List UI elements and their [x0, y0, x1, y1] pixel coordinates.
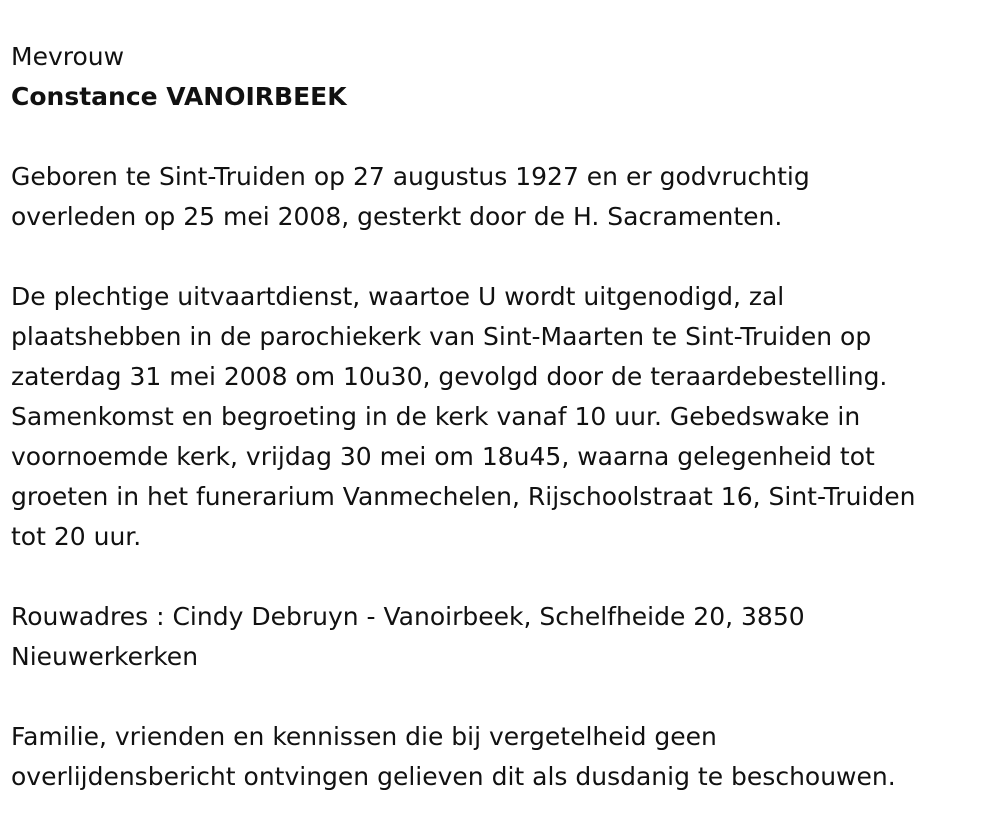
- spacer: [11, 237, 991, 277]
- birth-paragraph: [11, 157, 991, 237]
- service-line: zaterdag 31 mei 2008 om 10u30, gevolgd door de teraardebestelling.: [11, 362, 888, 391]
- service-line: De plechtige uitvaartdienst, waartoe U wordt uitgenodigd, zal: [11, 282, 785, 311]
- closing-line: Familie, vrienden en kennissen die bij vergetelheid geen: [11, 722, 717, 751]
- service-line: voornoemde kerk, vrijdag 30 mei om 18u45, waarna gelegenheid tot: [11, 442, 875, 471]
- service-line: tot 20 uur.: [11, 522, 142, 551]
- closing-paragraph: [11, 717, 991, 797]
- service-line: Samenkomst en begroeting in de kerk vanaf 10 uur. Gebedswake in: [11, 402, 861, 431]
- birth-line: Geboren te Sint-Truiden op 27 augustus 1927 en er godvruchtig: [11, 162, 810, 191]
- deceased-name: Constance VANOIRBEEK: [11, 82, 347, 111]
- service-line: groeten in het funerarium Vanmechelen, Rijschoolstraat 16, Sint-Truiden: [11, 482, 916, 511]
- address-line: Rouwadres : Cindy Debruyn - Vanoirbeek, Schelfheide 20, 3850: [11, 602, 805, 631]
- closing-line: overlijdensbericht ontvingen gelieven dit als dusdanig te beschouwen.: [11, 762, 896, 791]
- spacer: [11, 677, 991, 717]
- address-paragraph: [11, 597, 991, 677]
- spacer: [11, 557, 991, 597]
- death-notice: [11, 37, 991, 797]
- birth-line: overleden op 25 mei 2008, gesterkt door de H. Sacramenten.: [11, 202, 783, 231]
- salutation: Mevrouw: [11, 42, 125, 71]
- spacer: [11, 117, 991, 157]
- service-line: plaatshebben in de parochiekerk van Sint-Maarten te Sint-Truiden op: [11, 322, 872, 351]
- address-line: Nieuwerkerken: [11, 642, 199, 671]
- service-paragraph: [11, 277, 991, 557]
